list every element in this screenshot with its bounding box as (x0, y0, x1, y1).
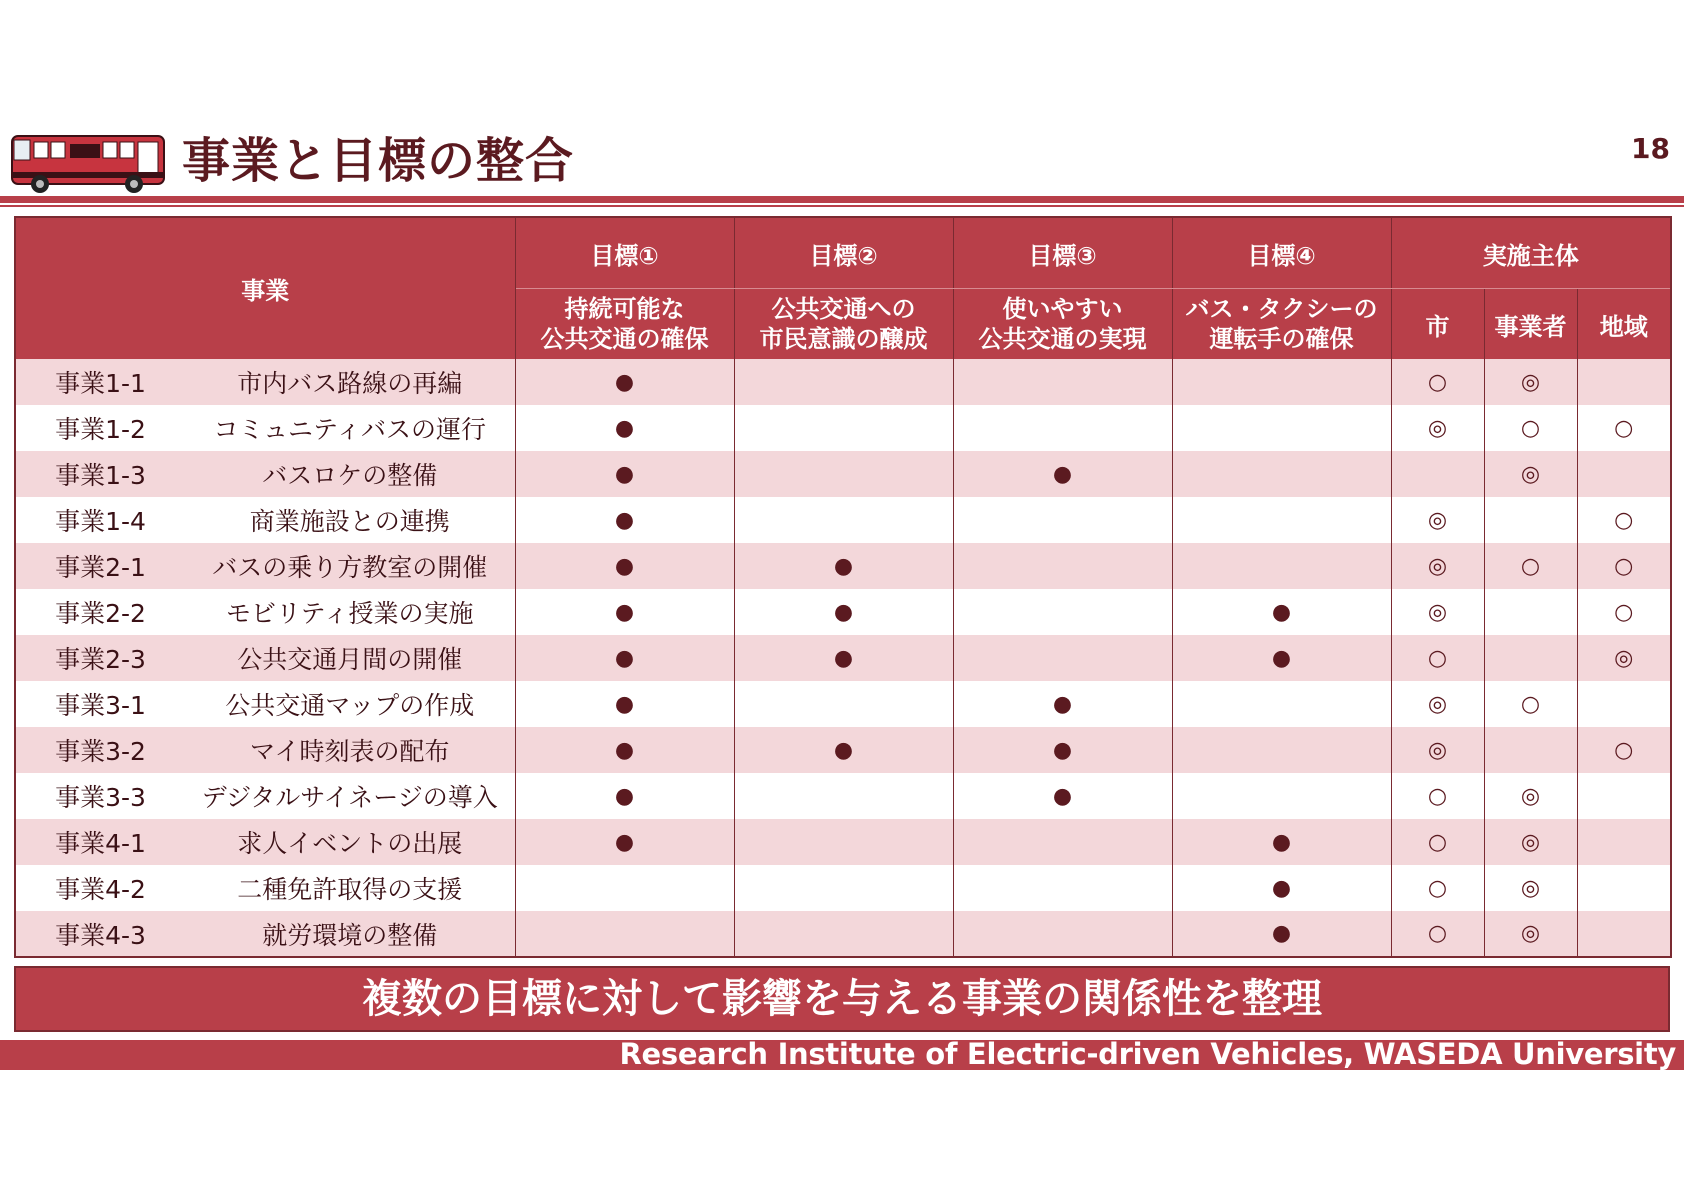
header-goal-1-text (515, 289, 734, 360)
row-code: 事業1-3 (15, 451, 185, 497)
header-actor-operator: 事業者 (1484, 289, 1577, 360)
goal-4-line1: バス・タクシーの (1185, 295, 1378, 323)
actor-mark-a2 (1484, 589, 1577, 635)
row-code: 事業2-2 (15, 589, 185, 635)
table-row (15, 865, 1671, 911)
row-code: 事業1-1 (15, 359, 185, 405)
actor-mark-a3 (1577, 773, 1671, 819)
row-name: コミュニティバスの運行 (185, 405, 515, 451)
actor-mark-a2: ○ (1484, 405, 1577, 451)
goal-1-line2: 公共交通の確保 (540, 325, 709, 353)
row-name: マイ時刻表の配布 (185, 727, 515, 773)
actor-mark-a1: ○ (1391, 911, 1484, 957)
goal-mark-g2 (734, 911, 953, 957)
matrix-body (15, 359, 1671, 957)
actor-mark-a2: ○ (1484, 681, 1577, 727)
goal-2-line2: 市民意識の醸成 (759, 325, 928, 353)
goal-4-line2: 運転手の確保 (1209, 325, 1354, 353)
goal-mark-g3 (953, 589, 1172, 635)
goal-mark-g3: ● (953, 451, 1172, 497)
row-code: 事業1-2 (15, 405, 185, 451)
goal-mark-g4 (1172, 497, 1391, 543)
goal-1-line1: 持続可能な (564, 295, 685, 323)
actor-mark-a3 (1577, 819, 1671, 865)
goal-matrix-table (14, 216, 1672, 958)
row-name: 就労環境の整備 (185, 911, 515, 957)
actor-mark-a1: ◎ (1391, 405, 1484, 451)
goal-mark-g4 (1172, 451, 1391, 497)
page-title: 事業と目標の整合 (182, 133, 575, 189)
header-goal-2: 目標② (734, 217, 953, 289)
goal-mark-g3 (953, 911, 1172, 957)
actor-mark-a3 (1577, 681, 1671, 727)
goal-3-line1: 使いやすい (1002, 295, 1123, 323)
actor-mark-a1: ○ (1391, 819, 1484, 865)
row-code: 事業3-2 (15, 727, 185, 773)
table-row (15, 543, 1671, 589)
actor-mark-a2: ◎ (1484, 865, 1577, 911)
row-name: バスロケの整備 (185, 451, 515, 497)
goal-mark-g3 (953, 635, 1172, 681)
table-row (15, 589, 1671, 635)
actor-mark-a3: ○ (1577, 589, 1671, 635)
row-code: 事業2-3 (15, 635, 185, 681)
goal-mark-g2: ● (734, 635, 953, 681)
table-row (15, 405, 1671, 451)
header-rule-thin (0, 205, 1684, 207)
goal-mark-g4 (1172, 405, 1391, 451)
actor-mark-a1: ◎ (1391, 681, 1484, 727)
header-jigyo: 事業 (15, 217, 515, 359)
footer-text: Research Institute of Electric-driven Vehicles, WASEDA University (619, 1037, 1676, 1071)
table-row (15, 727, 1671, 773)
goal-mark-g2 (734, 497, 953, 543)
goal-mark-g1: ● (515, 359, 734, 405)
bus-icon (8, 132, 168, 196)
header-actor: 実施主体 (1391, 217, 1671, 289)
goal-mark-g3: ● (953, 773, 1172, 819)
goal-mark-g1: ● (515, 773, 734, 819)
goal-mark-g4 (1172, 727, 1391, 773)
header-goal-3-text (953, 289, 1172, 360)
actor-mark-a1: ○ (1391, 773, 1484, 819)
goal-mark-g2: ● (734, 543, 953, 589)
goal-mark-g1: ● (515, 405, 734, 451)
goal-mark-g4: ● (1172, 865, 1391, 911)
table-row (15, 359, 1671, 405)
actor-mark-a1: ○ (1391, 865, 1484, 911)
row-code: 事業3-3 (15, 773, 185, 819)
goal-mark-g2 (734, 359, 953, 405)
table-row (15, 911, 1671, 957)
goal-mark-g2 (734, 451, 953, 497)
goal-mark-g4 (1172, 359, 1391, 405)
goal-mark-g3 (953, 405, 1172, 451)
goal-mark-g1: ● (515, 681, 734, 727)
table-row (15, 773, 1671, 819)
goal-mark-g4: ● (1172, 819, 1391, 865)
actor-mark-a1: ◎ (1391, 543, 1484, 589)
actor-mark-a1: ○ (1391, 359, 1484, 405)
actor-mark-a1: ◎ (1391, 589, 1484, 635)
goal-mark-g4 (1172, 543, 1391, 589)
actor-mark-a1: ◎ (1391, 727, 1484, 773)
goal-mark-g3: ● (953, 727, 1172, 773)
row-name: バスの乗り方教室の開催 (185, 543, 515, 589)
actor-mark-a2: ◎ (1484, 911, 1577, 957)
actor-mark-a2: ○ (1484, 543, 1577, 589)
goal-mark-g4: ● (1172, 635, 1391, 681)
goal-2-line1: 公共交通への (771, 295, 916, 323)
goal-mark-g2 (734, 819, 953, 865)
row-name: モビリティ授業の実施 (185, 589, 515, 635)
actor-mark-a3 (1577, 865, 1671, 911)
goal-mark-g2 (734, 773, 953, 819)
table-row (15, 681, 1671, 727)
row-name: 商業施設との連携 (185, 497, 515, 543)
header-goal-4: 目標④ (1172, 217, 1391, 289)
row-code: 事業4-1 (15, 819, 185, 865)
header-actor-city: 市 (1391, 289, 1484, 360)
actor-mark-a2: ◎ (1484, 359, 1577, 405)
actor-mark-a1: ◎ (1391, 497, 1484, 543)
actor-mark-a3 (1577, 451, 1671, 497)
row-code: 事業3-1 (15, 681, 185, 727)
goal-mark-g4: ● (1172, 911, 1391, 957)
goal-mark-g2 (734, 681, 953, 727)
goal-mark-g4 (1172, 773, 1391, 819)
actor-mark-a3: ○ (1577, 497, 1671, 543)
goal-mark-g2: ● (734, 727, 953, 773)
goal-3-line2: 公共交通の実現 (978, 325, 1147, 353)
actor-mark-a2 (1484, 497, 1577, 543)
table-row (15, 451, 1671, 497)
actor-mark-a2: ◎ (1484, 819, 1577, 865)
goal-mark-g1: ● (515, 819, 734, 865)
header-goal-4-text (1172, 289, 1391, 360)
header-goal-3: 目標③ (953, 217, 1172, 289)
actor-mark-a3: ○ (1577, 727, 1671, 773)
row-name: 求人イベントの出展 (185, 819, 515, 865)
goal-mark-g3 (953, 497, 1172, 543)
row-name: 市内バス路線の再編 (185, 359, 515, 405)
actor-mark-a3 (1577, 911, 1671, 957)
actor-mark-a1 (1391, 451, 1484, 497)
goal-mark-g4: ● (1172, 589, 1391, 635)
row-code: 事業1-4 (15, 497, 185, 543)
actor-mark-a2: ◎ (1484, 773, 1577, 819)
header-goal-1: 目標① (515, 217, 734, 289)
row-name: 公共交通月間の開催 (185, 635, 515, 681)
goal-mark-g1: ● (515, 589, 734, 635)
row-name: 二種免許取得の支援 (185, 865, 515, 911)
actor-mark-a2 (1484, 635, 1577, 681)
goal-mark-g1 (515, 911, 734, 957)
goal-mark-g2: ● (734, 589, 953, 635)
goal-mark-g1 (515, 865, 734, 911)
actor-mark-a3: ○ (1577, 543, 1671, 589)
header-actor-region: 地域 (1577, 289, 1671, 360)
header-goal-2-text (734, 289, 953, 360)
goal-mark-g4 (1172, 681, 1391, 727)
row-name: デジタルサイネージの導入 (185, 773, 515, 819)
table-row (15, 497, 1671, 543)
goal-mark-g3 (953, 865, 1172, 911)
page-number: 18 (1631, 132, 1670, 165)
goal-mark-g1: ● (515, 543, 734, 589)
goal-mark-g3 (953, 819, 1172, 865)
table-row (15, 635, 1671, 681)
goal-mark-g3 (953, 543, 1172, 589)
row-name: 公共交通マップの作成 (185, 681, 515, 727)
goal-mark-g1: ● (515, 497, 734, 543)
header-rule (0, 196, 1684, 203)
goal-mark-g1: ● (515, 727, 734, 773)
actor-mark-a3 (1577, 359, 1671, 405)
goal-mark-g2 (734, 405, 953, 451)
goal-mark-g1: ● (515, 635, 734, 681)
goal-mark-g3 (953, 359, 1172, 405)
actor-mark-a2: ◎ (1484, 451, 1577, 497)
row-code: 事業4-2 (15, 865, 185, 911)
goal-mark-g2 (734, 865, 953, 911)
row-code: 事業4-3 (15, 911, 185, 957)
actor-mark-a3: ◎ (1577, 635, 1671, 681)
goal-mark-g3: ● (953, 681, 1172, 727)
row-code: 事業2-1 (15, 543, 185, 589)
table-row (15, 819, 1671, 865)
summary-banner: 複数の目標に対して影響を与える事業の関係性を整理 (14, 966, 1670, 1032)
actor-mark-a2 (1484, 727, 1577, 773)
actor-mark-a1: ○ (1391, 635, 1484, 681)
actor-mark-a3: ○ (1577, 405, 1671, 451)
goal-mark-g1: ● (515, 451, 734, 497)
